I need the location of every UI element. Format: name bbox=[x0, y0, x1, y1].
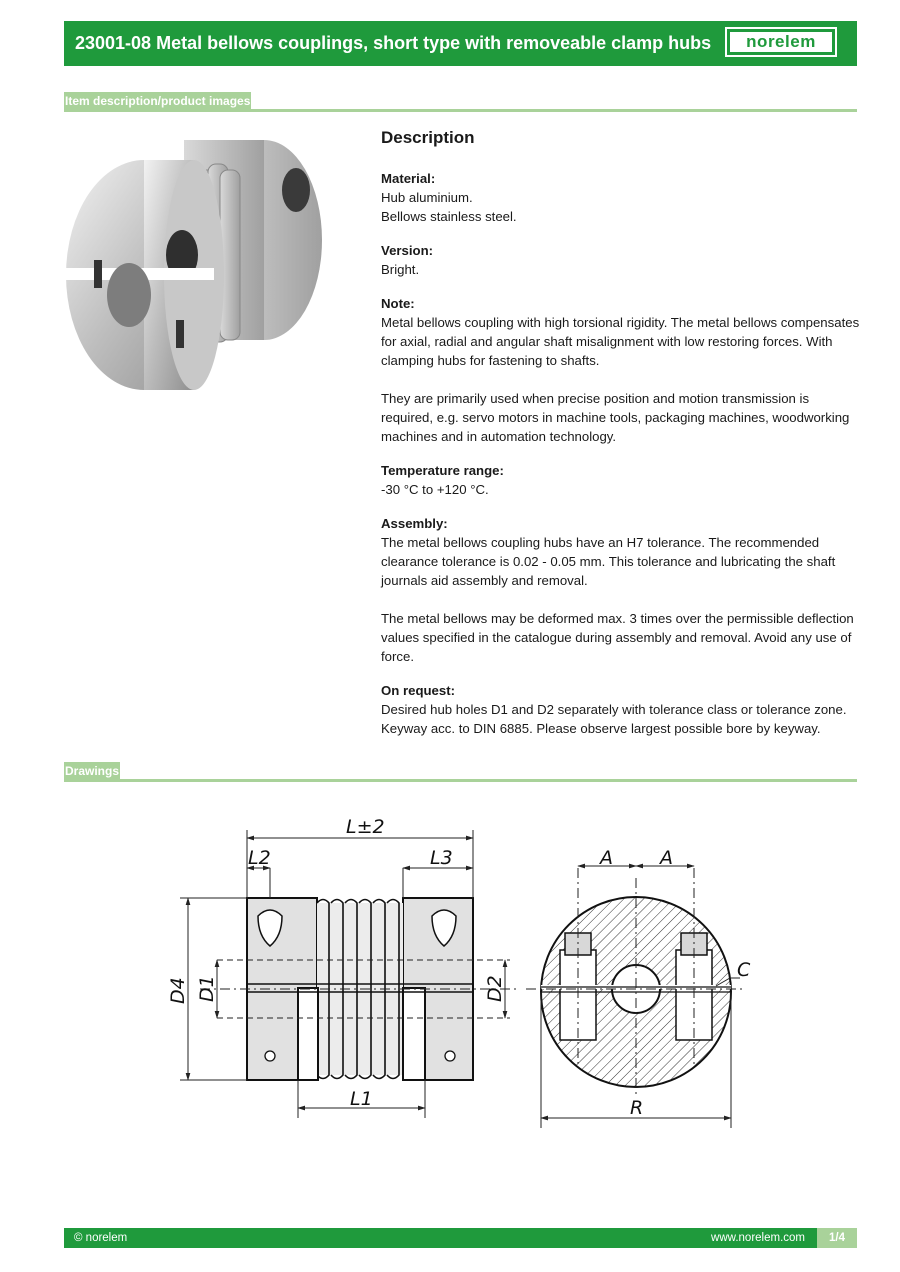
assembly-paragraph: The metal bellows may be deformed max. 3 times over the permissible deflection values specified in the catalogue during assembly and removal. Avoid any use of force. bbox=[381, 611, 854, 664]
note-paragraph: Metal bellows coupling with high torsional rigidity. The metal bellows compensates for axial, radial and angular shaft misalignment with low restoring forces. With clamping hubs for fastening to shafts. bbox=[381, 315, 860, 368]
page-number: 1/4 bbox=[817, 1228, 857, 1248]
dim-label-C: C bbox=[737, 959, 751, 981]
section-label-item-description: Item description/product images bbox=[65, 94, 251, 108]
note-paragraph: They are primarily used when precise position and motion transmission is required, e.g. servo motors in machine tools, packaging machines, woodworking machines and in automation technology. bbox=[381, 391, 850, 444]
technical-drawing bbox=[160, 808, 760, 1138]
dim-label-R: R bbox=[630, 1097, 644, 1119]
page-header bbox=[64, 21, 857, 66]
dim-label-L2: L2 bbox=[248, 847, 271, 869]
dim-label-A: A bbox=[600, 847, 613, 869]
section-divider bbox=[64, 779, 857, 782]
footer-copyright: © norelem bbox=[74, 1232, 128, 1244]
description-heading: Description bbox=[381, 128, 475, 147]
assembly-block bbox=[381, 514, 861, 666]
request-label: On request: bbox=[381, 683, 456, 698]
dim-label-L: L±2 bbox=[346, 816, 385, 838]
page-footer bbox=[64, 1228, 857, 1248]
temperature-text: -30 °C to +120 °C. bbox=[381, 482, 489, 497]
norelem-logo bbox=[725, 27, 837, 57]
dim-label-D2: D2 bbox=[484, 975, 506, 1002]
request-block bbox=[381, 681, 861, 738]
dim-label-D1: D1 bbox=[196, 975, 218, 1002]
temperature-label: Temperature range: bbox=[381, 463, 504, 478]
description-panel bbox=[381, 127, 861, 753]
note-label: Note: bbox=[381, 296, 415, 311]
section-label-drawings: Drawings bbox=[65, 764, 120, 778]
temperature-block bbox=[381, 461, 861, 499]
material-line: Bellows stainless steel. bbox=[381, 209, 517, 224]
material-label: Material: bbox=[381, 171, 436, 186]
product-image bbox=[64, 130, 324, 398]
dim-label-L3: L3 bbox=[430, 847, 453, 869]
request-text: Desired hub holes D1 and D2 separately with tolerance class or tolerance zone. Keyway acc. to DIN 6885. Please observe largest possible bore by keyway. bbox=[381, 702, 847, 736]
dim-label-L1: L1 bbox=[350, 1088, 373, 1110]
version-text: Bright. bbox=[381, 262, 420, 277]
dim-label-A: A bbox=[660, 847, 673, 869]
assembly-label: Assembly: bbox=[381, 516, 448, 531]
version-block bbox=[381, 241, 861, 279]
material-block bbox=[381, 169, 861, 226]
note-block bbox=[381, 294, 861, 446]
dim-label-D4: D4 bbox=[167, 977, 189, 1004]
footer-url-link[interactable]: www.norelem.com bbox=[711, 1232, 805, 1244]
logo-text: norelem bbox=[730, 32, 832, 52]
material-line: Hub aluminium. bbox=[381, 190, 473, 205]
assembly-paragraph: The metal bellows coupling hubs have an H7 tolerance. The recommended clearance tolerance is 0.02 - 0.05 mm. This tolerance and lubricating the shaft journals aid assembly and removal. bbox=[381, 535, 836, 588]
page-title: 23001-08 Metal bellows couplings, short type with removeable clamp hubs bbox=[75, 33, 712, 53]
version-label: Version: bbox=[381, 243, 434, 258]
